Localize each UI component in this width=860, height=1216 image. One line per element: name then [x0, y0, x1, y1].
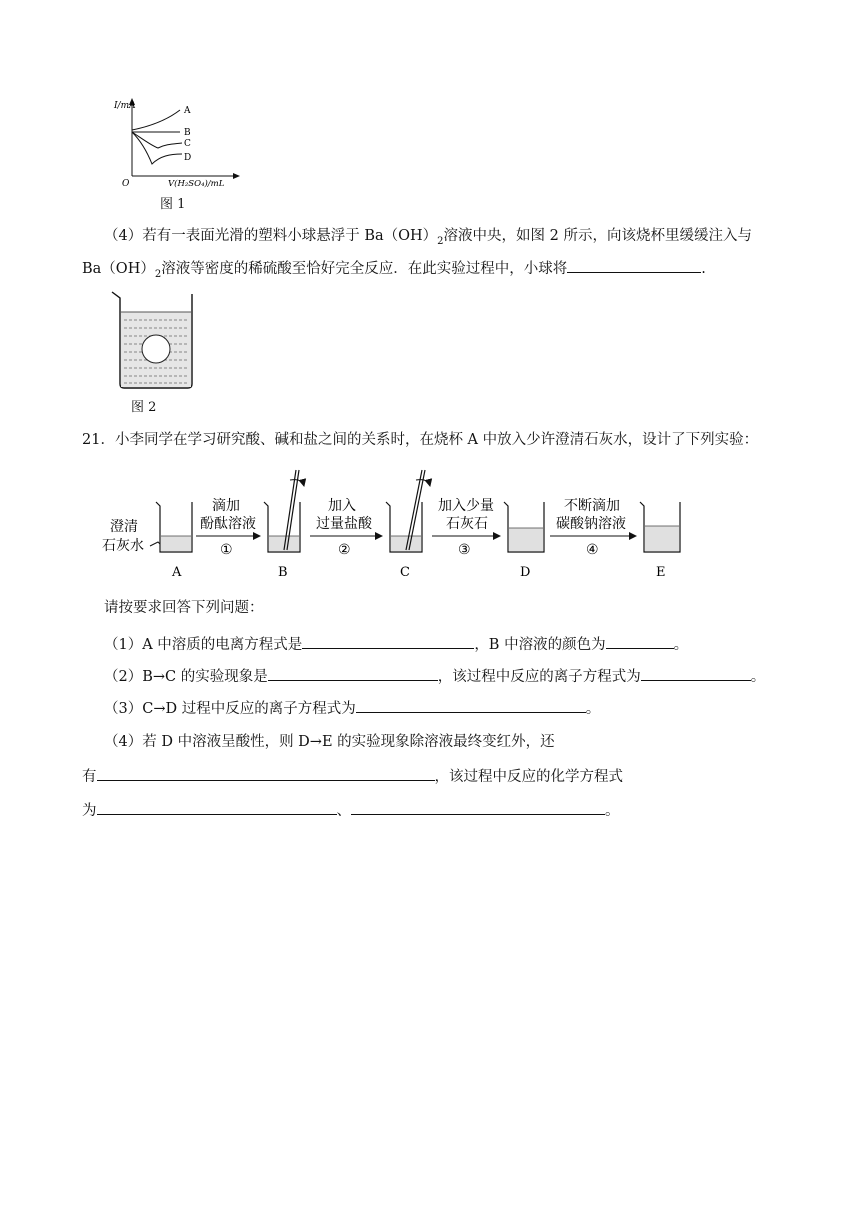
answer-blank-1b[interactable]	[606, 634, 674, 649]
origin-label: O	[122, 179, 130, 189]
answer-blank-4a[interactable]	[97, 766, 435, 781]
q21-part-3: （3）C→D 过程中反应的离子方程式为 。	[104, 698, 600, 719]
q21-part-2: （2）B→C 的实验现象是 ，该过程中反应的离子方程式为 。	[104, 666, 765, 687]
q21-part-4-line-3: 为 、 。	[82, 800, 620, 821]
step-2-text-2: 过量盐酸	[316, 516, 372, 532]
y-axis-label: I/mA	[114, 101, 136, 111]
beaker-b-label: B	[278, 565, 288, 580]
experiment-flow-diagram	[96, 464, 716, 582]
step-1-num: ①	[220, 542, 233, 558]
answer-blank-2a[interactable]	[268, 666, 438, 681]
q21-part-1: （1）A 中溶质的电离方程式是 ，B 中溶液的颜色为 。	[104, 634, 688, 655]
curve-c-label: C	[184, 139, 191, 149]
q21-prompt: 请按要求回答下列问题：	[104, 600, 264, 616]
experiment-flow-svg	[96, 464, 716, 582]
answer-blank-ball[interactable]	[567, 258, 701, 273]
beaker-e-label: E	[656, 565, 666, 580]
step-4-num: ④	[586, 542, 599, 558]
step-3-text-2: 石灰石	[446, 516, 488, 532]
curve-a	[132, 110, 180, 130]
start-label-2: 石灰水	[102, 538, 144, 554]
q20-4-line-2: $Ba(OH)_2$溶液等密度的稀硫酸至恰好完全反应．在此实验过程中，小球将 .	[82, 258, 706, 285]
step-3-num: ③	[458, 542, 471, 558]
x-axis-label: V(H₂SO₄)/mL	[168, 179, 225, 189]
q20-4-line-1: （4）若有一表面光滑的塑料小球悬浮于 $Ba(OH)_2$溶液中央，如图 2 所示，向该烧杯里缓缓注入与	[104, 228, 752, 247]
figure-1-graph	[112, 96, 252, 192]
curve-d-label: D	[184, 153, 192, 163]
answer-blank-4b[interactable]	[97, 800, 337, 815]
q21-part-4-line-1: （4）若 D 中溶液呈酸性，则 D→E 的实验现象除溶液最终变红外，还	[104, 734, 555, 750]
answer-blank-3[interactable]	[356, 698, 586, 713]
q21-part-4-line-2: 有 ，该过程中反应的化学方程式	[82, 766, 623, 787]
beaker-a	[156, 502, 192, 552]
beaker-c	[386, 470, 430, 552]
step-4-text-2: 碳酸钠溶液	[556, 516, 626, 532]
beaker-e	[640, 502, 680, 552]
q21-stem: 21．小李同学在学习研究酸、碱和盐之间的关系时，在烧杯 A 中放入少许澄清石灰水，设计了下列实验：	[82, 432, 759, 448]
beaker-c-label: C	[400, 565, 410, 580]
beaker-a-label: A	[172, 565, 182, 580]
figure-2-caption: 图 2	[131, 400, 157, 415]
step-2-text-1: 加入	[328, 498, 356, 514]
beaker-b	[264, 470, 304, 552]
answer-blank-2b[interactable]	[641, 666, 751, 681]
curve-a-label: A	[184, 106, 191, 116]
step-1-text-2: 酚酞溶液	[200, 516, 256, 532]
step-1-text-1: 滴加	[212, 498, 240, 514]
step-2-num: ②	[338, 542, 351, 558]
start-label-1: 澄清	[110, 519, 138, 535]
plastic-ball	[142, 335, 170, 363]
beaker-d	[504, 502, 544, 552]
step-3-text-1: 加入少量	[438, 498, 494, 514]
figure-2	[108, 290, 198, 402]
figure-1-caption: 图 1	[160, 197, 186, 212]
answer-blank-1a[interactable]	[302, 634, 474, 649]
curve-b-label: B	[184, 128, 191, 138]
answer-blank-4c[interactable]	[351, 800, 605, 815]
step-4-text-1: 不断滴加	[564, 498, 620, 514]
beaker-d-label: D	[520, 565, 531, 580]
figure-2-beaker	[108, 290, 198, 390]
